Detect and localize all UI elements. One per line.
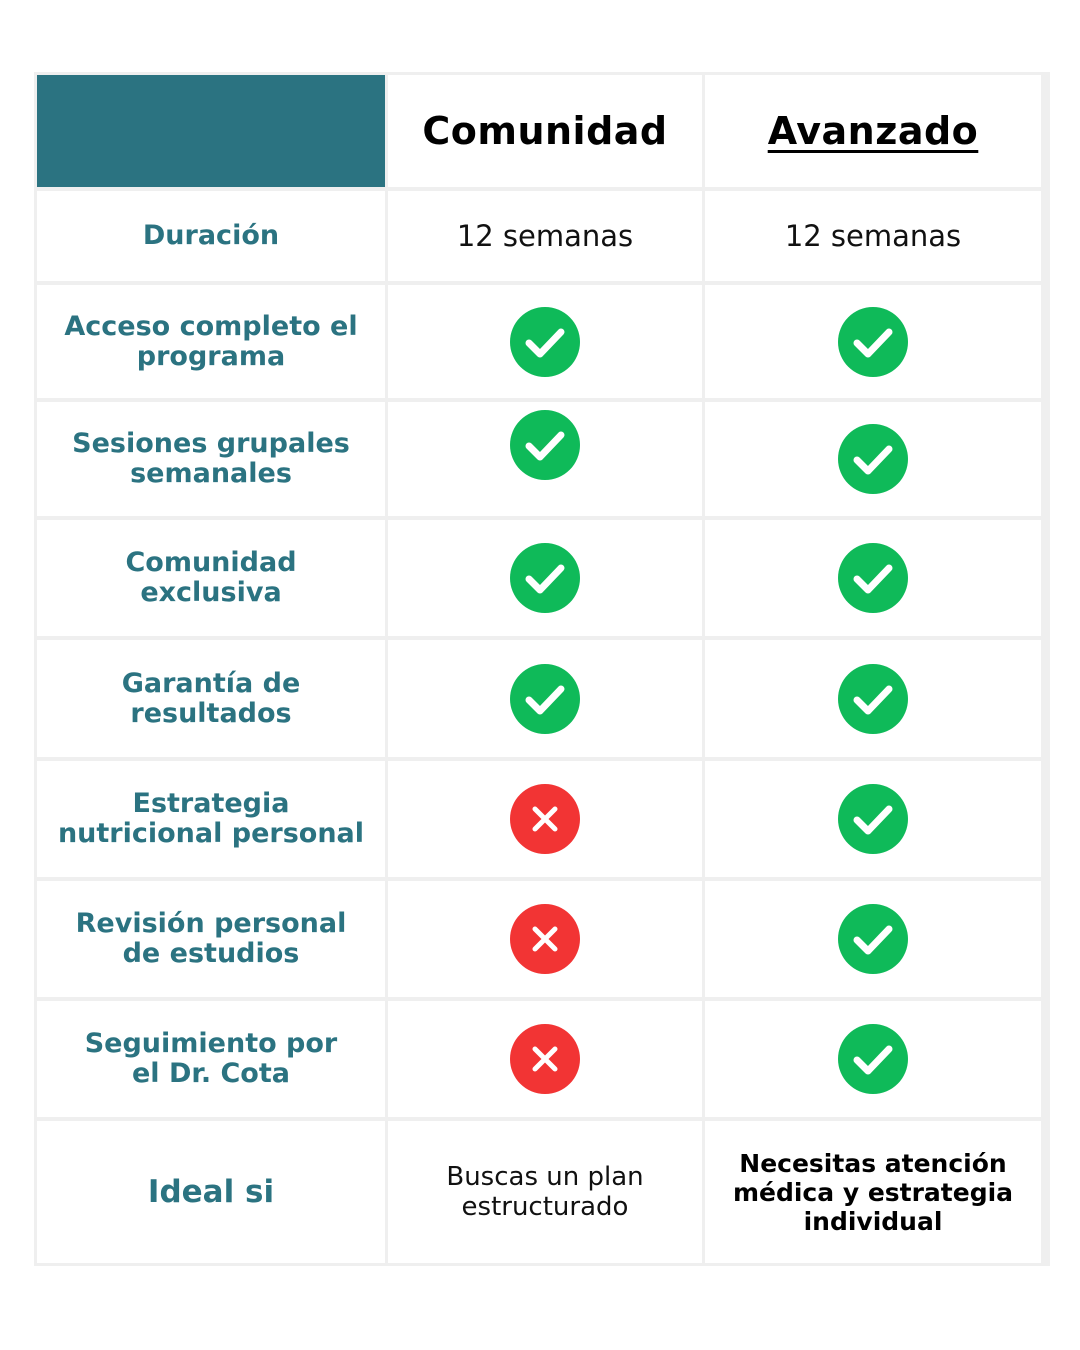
acceso-comunidad <box>388 285 702 398</box>
row-label-line: Garantía de <box>121 667 301 699</box>
row-label-line: Seguimiento por <box>84 1028 338 1059</box>
comparison-table <box>34 72 1050 1266</box>
row-label-seguimiento <box>37 1001 385 1117</box>
ideal-text-line: estructurado <box>461 1192 629 1222</box>
check-icon <box>838 664 908 734</box>
row-label-text: Ideal si <box>147 1174 275 1210</box>
comunidad-avanzado <box>705 520 1041 636</box>
seguimiento-avanzado <box>705 1001 1041 1117</box>
ideal-text-line: Necesitas atención <box>739 1148 1007 1178</box>
row-label-garantia <box>37 640 385 757</box>
garantia-avanzado <box>705 640 1041 757</box>
revision-comunidad <box>388 881 702 997</box>
cross-icon <box>510 1024 580 1094</box>
row-label-estrategia <box>37 761 385 877</box>
check-icon <box>838 1024 908 1094</box>
row-label-line: Sesiones grupales <box>72 428 350 459</box>
cross-icon <box>510 784 580 854</box>
row-label-acceso <box>37 285 385 398</box>
comunidad-comunidad <box>388 520 702 636</box>
revision-avanzado <box>705 881 1041 997</box>
check-icon <box>838 424 908 494</box>
check-icon <box>838 784 908 854</box>
row-label-line: semanales <box>130 458 292 489</box>
row-label-line: de estudios <box>122 938 300 969</box>
row-label-comunidad <box>37 520 385 636</box>
row-label-sesiones <box>37 402 385 516</box>
ideal-text-line: individual <box>803 1206 943 1236</box>
check-icon <box>510 664 580 734</box>
check-icon <box>838 904 908 974</box>
ideal-text-line: Buscas un plan <box>446 1162 644 1192</box>
check-icon <box>510 307 580 377</box>
cross-icon <box>510 904 580 974</box>
seguimiento-comunidad <box>388 1001 702 1117</box>
header-corner <box>37 75 385 187</box>
row-label-line: exclusiva <box>140 577 282 608</box>
row-label-line: el Dr. Cota <box>131 1058 290 1089</box>
check-icon <box>838 543 908 613</box>
row-label-line: Revisión personal <box>75 908 347 939</box>
column-header-avanzado-cell <box>705 75 1041 187</box>
duracion-avanzado: 12 semanas <box>705 191 1041 281</box>
estrategia-avanzado <box>705 761 1041 877</box>
duracion-comunidad: 12 semanas <box>388 191 702 281</box>
row-label-line: resultados <box>130 697 292 729</box>
row-label-line: programa <box>136 340 286 372</box>
row-label-revision <box>37 881 385 997</box>
row-label-line: Acceso completo el <box>64 310 358 342</box>
row-label-ideal <box>37 1121 385 1263</box>
row-label-line: Comunidad <box>125 547 297 578</box>
ideal-text-line: médica y estrategia <box>732 1177 1014 1207</box>
check-icon <box>838 307 908 377</box>
column-header-comunidad: Comunidad <box>388 75 702 187</box>
row-label-text: Duración <box>142 220 280 251</box>
row-label-duracion <box>37 191 385 281</box>
row-label-line: nutricional personal <box>57 818 365 849</box>
check-icon <box>510 543 580 613</box>
ideal-comunidad <box>388 1121 702 1263</box>
check-icon <box>510 410 580 480</box>
garantia-comunidad <box>388 640 702 757</box>
sesiones-avanzado <box>705 402 1041 516</box>
acceso-avanzado <box>705 285 1041 398</box>
row-label-line: Estrategia <box>132 788 290 819</box>
sesiones-comunidad <box>388 402 702 516</box>
column-header-avanzado: Avanzado <box>767 109 979 153</box>
ideal-avanzado <box>705 1121 1041 1263</box>
estrategia-comunidad <box>388 761 702 877</box>
